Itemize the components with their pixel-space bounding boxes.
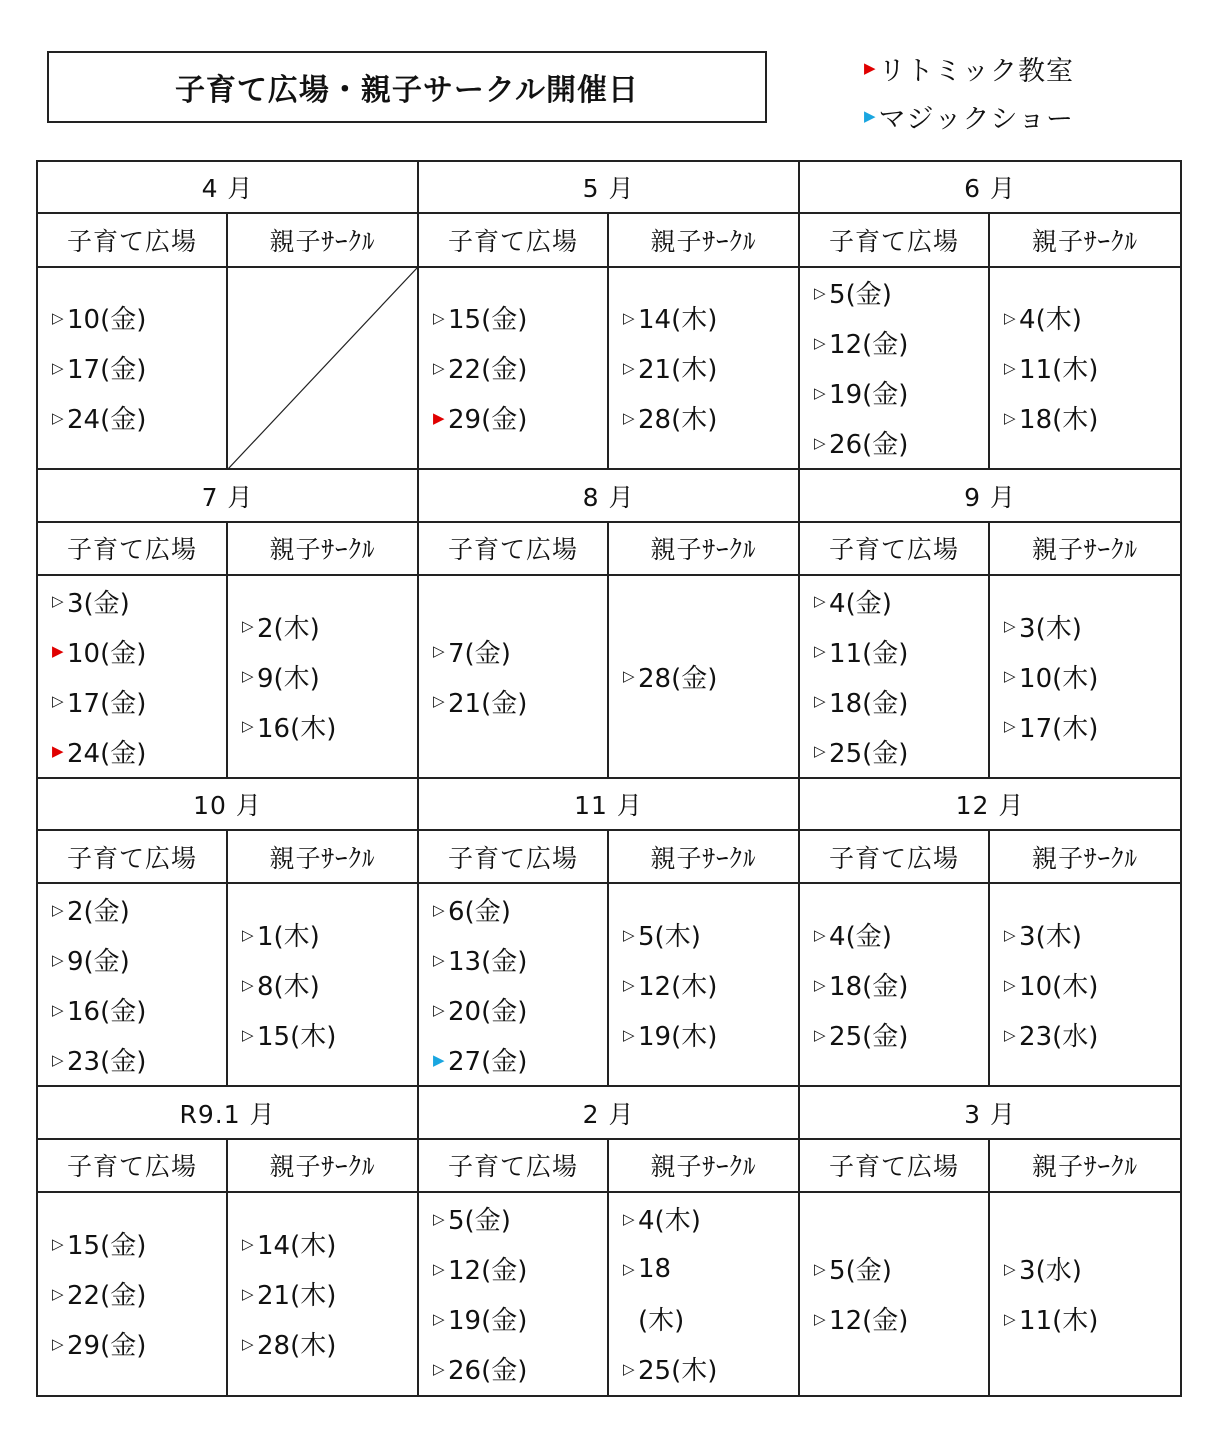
open-triangle-icon: ▷ bbox=[1004, 308, 1016, 327]
open-triangle-icon: ▷ bbox=[1004, 975, 1016, 994]
open-triangle-icon: ▷ bbox=[814, 925, 826, 944]
circle-dates bbox=[608, 1192, 799, 1396]
date-text: 17(木) bbox=[1019, 713, 1099, 744]
date-text: 19(金) bbox=[829, 380, 909, 411]
hiroba-dates bbox=[418, 1192, 608, 1396]
date-entry bbox=[433, 1035, 607, 1085]
date-entry bbox=[1004, 601, 1180, 651]
hiroba-dates bbox=[799, 575, 989, 778]
date-text: 5(金) bbox=[829, 1256, 892, 1287]
subheader-circle: 親子ｻｰｸﾙ bbox=[989, 1139, 1181, 1192]
date-entry bbox=[433, 293, 607, 343]
open-triangle-icon: ▷ bbox=[52, 1334, 64, 1353]
date-entry bbox=[433, 1294, 607, 1344]
date-text: 24(金) bbox=[67, 738, 147, 769]
date-entry bbox=[1004, 343, 1180, 393]
open-triangle-icon: ▷ bbox=[433, 950, 445, 969]
date-entry bbox=[1004, 1294, 1180, 1344]
date-entry bbox=[52, 1219, 226, 1269]
date-entry bbox=[1004, 910, 1180, 960]
subheader-circle: 親子ｻｰｸﾙ bbox=[227, 1139, 418, 1192]
date-entry bbox=[623, 393, 798, 443]
subheader-circle: 親子ｻｰｸﾙ bbox=[608, 830, 799, 883]
open-triangle-icon: ▷ bbox=[814, 333, 826, 352]
open-triangle-icon: ▷ bbox=[1004, 1259, 1016, 1278]
open-triangle-icon: ▷ bbox=[52, 950, 64, 969]
date-entry bbox=[433, 343, 607, 393]
open-triangle-icon: ▷ bbox=[623, 358, 635, 377]
date-text: 15(金) bbox=[67, 1231, 147, 1262]
month-header: 6 月 bbox=[799, 161, 1181, 213]
date-entry bbox=[52, 1035, 226, 1085]
date-text: 8(木) bbox=[257, 972, 320, 1003]
date-entry bbox=[814, 1010, 988, 1060]
open-triangle-icon: ▷ bbox=[52, 900, 64, 919]
date-entry bbox=[623, 960, 798, 1010]
date-entry bbox=[242, 1010, 417, 1060]
open-triangle-icon: ▷ bbox=[623, 1359, 635, 1378]
date-text: 29(金) bbox=[67, 1331, 147, 1362]
page-title: 子育て広場・親子サークル開催日 bbox=[47, 51, 767, 123]
circle-dates bbox=[989, 267, 1181, 470]
open-triangle-icon: ▷ bbox=[52, 1000, 64, 1019]
date-entry bbox=[242, 601, 417, 651]
date-entry bbox=[52, 393, 226, 443]
date-text: 19(木) bbox=[638, 1022, 718, 1053]
open-triangle-icon: ▷ bbox=[814, 383, 826, 402]
date-entry bbox=[52, 293, 226, 343]
open-triangle-icon: ▷ bbox=[1004, 408, 1016, 427]
open-triangle-icon: ▷ bbox=[242, 925, 254, 944]
date-entry bbox=[1004, 1244, 1180, 1294]
date-text: 21(木) bbox=[638, 355, 718, 386]
no-session-cell bbox=[227, 267, 418, 470]
date-entry bbox=[433, 885, 607, 935]
date-text: 9(金) bbox=[67, 947, 130, 978]
hiroba-dates bbox=[418, 267, 608, 470]
date-text: (木) bbox=[638, 1306, 685, 1337]
open-triangle-icon: ▷ bbox=[1004, 717, 1016, 736]
circle-dates bbox=[608, 267, 799, 470]
date-entry bbox=[623, 343, 798, 393]
month-header: 10 月 bbox=[37, 778, 418, 830]
hiroba-dates bbox=[37, 267, 227, 470]
date-text: 14(木) bbox=[257, 1231, 337, 1262]
open-triangle-icon: ▷ bbox=[242, 1334, 254, 1353]
date-entry bbox=[52, 985, 226, 1035]
date-entry bbox=[814, 676, 988, 726]
date-text: 6(金) bbox=[448, 897, 511, 928]
subheader-hiroba: 子育て広場 bbox=[799, 522, 989, 575]
month-header: 3 月 bbox=[799, 1086, 1181, 1138]
date-entry bbox=[814, 626, 988, 676]
date-text: 12(金) bbox=[829, 1306, 909, 1337]
open-triangle-icon: ▷ bbox=[623, 1209, 635, 1228]
open-triangle-icon: ▷ bbox=[1004, 1025, 1016, 1044]
blue-triangle-icon: ▶ bbox=[433, 1050, 445, 1069]
date-text: 12(金) bbox=[448, 1256, 528, 1287]
open-triangle-icon: ▷ bbox=[433, 1359, 445, 1378]
date-text: 3(木) bbox=[1019, 922, 1082, 953]
date-text: 25(金) bbox=[829, 738, 909, 769]
open-triangle-icon: ▷ bbox=[242, 975, 254, 994]
date-entry bbox=[623, 1244, 798, 1294]
month-header: 9 月 bbox=[799, 469, 1181, 521]
date-text: 16(金) bbox=[67, 997, 147, 1028]
month-header: 12 月 bbox=[799, 778, 1181, 830]
date-text: 28(木) bbox=[257, 1331, 337, 1362]
open-triangle-icon: ▷ bbox=[433, 1309, 445, 1328]
legend-label: リトミック教室 bbox=[878, 55, 1075, 87]
open-triangle-icon: ▷ bbox=[623, 1025, 635, 1044]
open-triangle-icon: ▷ bbox=[433, 1209, 445, 1228]
circle-dates bbox=[227, 1192, 418, 1396]
red-triangle-icon: ▶ bbox=[52, 642, 64, 661]
circle-dates bbox=[989, 575, 1181, 778]
circle-dates bbox=[608, 883, 799, 1086]
open-triangle-icon: ▷ bbox=[52, 1050, 64, 1069]
subheader-hiroba: 子育て広場 bbox=[418, 213, 608, 266]
date-text: 10(木) bbox=[1019, 972, 1099, 1003]
month-header: 8 月 bbox=[418, 469, 799, 521]
date-entry bbox=[814, 268, 988, 318]
date-entry bbox=[242, 651, 417, 701]
date-text: 3(木) bbox=[1019, 613, 1082, 644]
subheader-hiroba: 子育て広場 bbox=[37, 213, 227, 266]
date-entry bbox=[242, 960, 417, 1010]
subheader-circle: 親子ｻｰｸﾙ bbox=[608, 522, 799, 575]
open-triangle-icon: ▷ bbox=[814, 1259, 826, 1278]
open-triangle-icon: ▷ bbox=[52, 408, 64, 427]
month-header: 4 月 bbox=[37, 161, 418, 213]
date-text: 3(金) bbox=[67, 588, 130, 619]
date-text: 11(木) bbox=[1019, 1306, 1099, 1337]
date-entry bbox=[52, 935, 226, 985]
month-header: 5 月 bbox=[418, 161, 799, 213]
open-triangle-icon: ▷ bbox=[433, 308, 445, 327]
schedule-table bbox=[36, 160, 1182, 1397]
date-text: 22(金) bbox=[67, 1281, 147, 1312]
date-entry bbox=[433, 985, 607, 1035]
open-triangle-icon: ▷ bbox=[52, 308, 64, 327]
date-entry bbox=[814, 1244, 988, 1294]
open-triangle-icon: ▷ bbox=[814, 742, 826, 761]
date-entry bbox=[814, 576, 988, 626]
legend-item-rhythmic bbox=[864, 44, 1074, 92]
open-triangle-icon: ▷ bbox=[52, 1284, 64, 1303]
date-entry bbox=[52, 626, 226, 676]
date-entry bbox=[433, 935, 607, 985]
open-triangle-icon: ▷ bbox=[433, 692, 445, 711]
date-text: 24(金) bbox=[67, 405, 147, 436]
open-triangle-icon: ▷ bbox=[242, 717, 254, 736]
date-entry bbox=[433, 1244, 607, 1294]
open-triangle-icon: ▷ bbox=[242, 1025, 254, 1044]
open-triangle-icon: ▷ bbox=[52, 592, 64, 611]
open-triangle-icon: ▷ bbox=[433, 1259, 445, 1278]
open-triangle-icon: ▷ bbox=[242, 1234, 254, 1253]
subheader-hiroba: 子育て広場 bbox=[799, 830, 989, 883]
red-triangle-icon: ▶ bbox=[52, 742, 64, 761]
date-text: 12(木) bbox=[638, 972, 718, 1003]
month-header: 7 月 bbox=[37, 469, 418, 521]
subheader-hiroba: 子育て広場 bbox=[418, 830, 608, 883]
circle-dates bbox=[608, 575, 799, 778]
date-text: 13(金) bbox=[448, 947, 528, 978]
hiroba-dates bbox=[37, 883, 227, 1086]
subheader-circle: 親子ｻｰｸﾙ bbox=[989, 522, 1181, 575]
open-triangle-icon: ▷ bbox=[433, 358, 445, 377]
circle-dates bbox=[989, 1192, 1181, 1396]
date-text: 5(金) bbox=[829, 280, 892, 311]
date-entry bbox=[1004, 1010, 1180, 1060]
open-triangle-icon: ▷ bbox=[1004, 358, 1016, 377]
subheader-circle: 親子ｻｰｸﾙ bbox=[989, 213, 1181, 266]
date-entry bbox=[623, 651, 798, 701]
date-text: 15(木) bbox=[257, 1022, 337, 1053]
date-entry bbox=[242, 701, 417, 751]
date-text: 7(金) bbox=[448, 638, 511, 669]
date-text: 26(金) bbox=[448, 1356, 528, 1387]
date-text: 21(木) bbox=[257, 1281, 337, 1312]
open-triangle-icon: ▷ bbox=[433, 1000, 445, 1019]
date-entry bbox=[52, 1319, 226, 1369]
date-text: 3(水) bbox=[1019, 1256, 1082, 1287]
subheader-circle: 親子ｻｰｸﾙ bbox=[227, 213, 418, 266]
open-triangle-icon: ▷ bbox=[52, 1234, 64, 1253]
date-text: 10(金) bbox=[67, 638, 147, 669]
date-text: 10(金) bbox=[67, 305, 147, 336]
date-entry bbox=[1004, 960, 1180, 1010]
date-text: 27(金) bbox=[448, 1047, 528, 1078]
open-triangle-icon: ▷ bbox=[623, 975, 635, 994]
subheader-circle: 親子ｻｰｸﾙ bbox=[227, 522, 418, 575]
date-entry bbox=[433, 393, 607, 443]
open-triangle-icon: ▷ bbox=[1004, 667, 1016, 686]
date-entry bbox=[52, 885, 226, 935]
date-entry bbox=[242, 1219, 417, 1269]
date-entry bbox=[623, 1010, 798, 1060]
hiroba-dates bbox=[799, 883, 989, 1086]
month-header: 2 月 bbox=[418, 1086, 799, 1138]
open-triangle-icon: ▷ bbox=[52, 692, 64, 711]
date-text: 1(木) bbox=[257, 922, 320, 953]
open-triangle-icon: ▷ bbox=[623, 308, 635, 327]
open-triangle-icon: ▷ bbox=[1004, 925, 1016, 944]
date-text: 17(金) bbox=[67, 688, 147, 719]
open-triangle-icon: ▷ bbox=[242, 617, 254, 636]
date-entry bbox=[1004, 393, 1180, 443]
open-triangle-icon: ▷ bbox=[242, 1284, 254, 1303]
date-entry bbox=[623, 1344, 798, 1394]
hiroba-dates bbox=[37, 575, 227, 778]
date-entry bbox=[814, 726, 988, 776]
circle-dates bbox=[227, 883, 418, 1086]
date-text: 29(金) bbox=[448, 405, 528, 436]
date-entry bbox=[1004, 293, 1180, 343]
date-entry bbox=[52, 1269, 226, 1319]
date-entry bbox=[1004, 701, 1180, 751]
date-entry bbox=[242, 910, 417, 960]
date-text: 4(木) bbox=[638, 1206, 701, 1237]
date-text: 4(金) bbox=[829, 588, 892, 619]
legend-label: マジックショー bbox=[878, 103, 1075, 135]
date-text: 2(木) bbox=[257, 613, 320, 644]
open-triangle-icon: ▷ bbox=[1004, 617, 1016, 636]
date-text: 21(金) bbox=[448, 688, 528, 719]
date-entry bbox=[814, 418, 988, 468]
date-entry bbox=[814, 368, 988, 418]
date-entry bbox=[52, 676, 226, 726]
date-text: 18(金) bbox=[829, 688, 909, 719]
date-text: 10(木) bbox=[1019, 663, 1099, 694]
red-triangle-icon: ▶ bbox=[433, 408, 445, 427]
date-entry bbox=[433, 626, 607, 676]
date-text: 17(金) bbox=[67, 355, 147, 386]
date-text: 4(金) bbox=[829, 922, 892, 953]
date-text: 14(木) bbox=[638, 305, 718, 336]
month-header: 11 月 bbox=[418, 778, 799, 830]
date-text: 9(木) bbox=[257, 663, 320, 694]
date-text: 26(金) bbox=[829, 430, 909, 461]
open-triangle-icon: ▷ bbox=[814, 692, 826, 711]
date-text: 25(金) bbox=[829, 1022, 909, 1053]
date-entry bbox=[814, 910, 988, 960]
date-text: 23(水) bbox=[1019, 1022, 1099, 1053]
diagonal-slash bbox=[228, 268, 417, 469]
date-text: 4(木) bbox=[1019, 305, 1082, 336]
circle-dates bbox=[989, 883, 1181, 1086]
date-entry bbox=[242, 1269, 417, 1319]
open-triangle-icon: ▷ bbox=[623, 667, 635, 686]
date-entry bbox=[433, 1194, 607, 1244]
hiroba-dates bbox=[418, 883, 608, 1086]
open-triangle-icon: ▷ bbox=[814, 592, 826, 611]
date-entry bbox=[52, 343, 226, 393]
date-entry bbox=[433, 676, 607, 726]
hiroba-dates bbox=[418, 575, 608, 778]
date-text: 28(木) bbox=[638, 405, 718, 436]
hiroba-dates bbox=[799, 1192, 989, 1396]
subheader-hiroba: 子育て広場 bbox=[37, 522, 227, 575]
month-header: R9.1 月 bbox=[37, 1086, 418, 1138]
open-triangle-icon: ▷ bbox=[814, 283, 826, 302]
subheader-hiroba: 子育て広場 bbox=[418, 1139, 608, 1192]
date-text: 11(木) bbox=[1019, 355, 1099, 386]
circle-dates bbox=[227, 575, 418, 778]
open-triangle-icon: ▷ bbox=[814, 975, 826, 994]
date-text: 20(金) bbox=[448, 997, 528, 1028]
date-text: 19(金) bbox=[448, 1306, 528, 1337]
date-text: 16(木) bbox=[257, 713, 337, 744]
date-entry bbox=[814, 960, 988, 1010]
subheader-hiroba: 子育て広場 bbox=[799, 1139, 989, 1192]
open-triangle-icon: ▷ bbox=[52, 358, 64, 377]
subheader-hiroba: 子育て広場 bbox=[37, 830, 227, 883]
date-entry bbox=[814, 318, 988, 368]
date-text: 12(金) bbox=[829, 330, 909, 361]
date-text: 5(木) bbox=[638, 922, 701, 953]
open-triangle-icon: ▷ bbox=[1004, 1309, 1016, 1328]
red-triangle-icon: ▶ bbox=[864, 59, 877, 77]
date-text: 28(金) bbox=[638, 663, 718, 694]
date-entry bbox=[814, 1294, 988, 1344]
open-triangle-icon: ▷ bbox=[623, 408, 635, 427]
subheader-circle: 親子ｻｰｸﾙ bbox=[608, 213, 799, 266]
hiroba-dates bbox=[37, 1192, 227, 1396]
subheader-circle: 親子ｻｰｸﾙ bbox=[989, 830, 1181, 883]
open-triangle-icon: ▷ bbox=[623, 1259, 635, 1278]
date-entry bbox=[242, 1319, 417, 1369]
hiroba-dates bbox=[799, 267, 989, 470]
open-triangle-icon: ▷ bbox=[814, 1025, 826, 1044]
subheader-circle: 親子ｻｰｸﾙ bbox=[227, 830, 418, 883]
date-text: 15(金) bbox=[448, 305, 528, 336]
date-text: 22(金) bbox=[448, 355, 528, 386]
subheader-hiroba: 子育て広場 bbox=[37, 1139, 227, 1192]
blue-triangle-icon: ▶ bbox=[864, 107, 877, 125]
legend-item-magic bbox=[864, 92, 1074, 140]
date-entry bbox=[623, 293, 798, 343]
open-triangle-icon: ▷ bbox=[814, 433, 826, 452]
open-triangle-icon: ▷ bbox=[814, 642, 826, 661]
subheader-hiroba: 子育て広場 bbox=[418, 522, 608, 575]
open-triangle-icon: ▷ bbox=[242, 667, 254, 686]
date-text: 25(木) bbox=[638, 1356, 718, 1387]
date-entry bbox=[1004, 651, 1180, 701]
date-text: 2(金) bbox=[67, 897, 130, 928]
date-text: 23(金) bbox=[67, 1047, 147, 1078]
subheader-circle: 親子ｻｰｸﾙ bbox=[608, 1139, 799, 1192]
legend bbox=[864, 44, 1074, 140]
date-entry bbox=[623, 910, 798, 960]
date-text: 18 bbox=[638, 1253, 672, 1284]
open-triangle-icon: ▷ bbox=[623, 925, 635, 944]
date-text: 11(金) bbox=[829, 638, 909, 669]
date-text: 18(木) bbox=[1019, 405, 1099, 436]
date-entry bbox=[52, 576, 226, 626]
subheader-hiroba: 子育て広場 bbox=[799, 213, 989, 266]
date-entry bbox=[433, 1344, 607, 1394]
open-triangle-icon: ▷ bbox=[814, 1309, 826, 1328]
date-text: 18(金) bbox=[829, 972, 909, 1003]
open-triangle-icon: ▷ bbox=[433, 900, 445, 919]
date-entry bbox=[52, 726, 226, 776]
date-text: 5(金) bbox=[448, 1206, 511, 1237]
open-triangle-icon: ▷ bbox=[433, 642, 445, 661]
date-entry bbox=[623, 1294, 798, 1344]
date-entry bbox=[623, 1194, 798, 1244]
